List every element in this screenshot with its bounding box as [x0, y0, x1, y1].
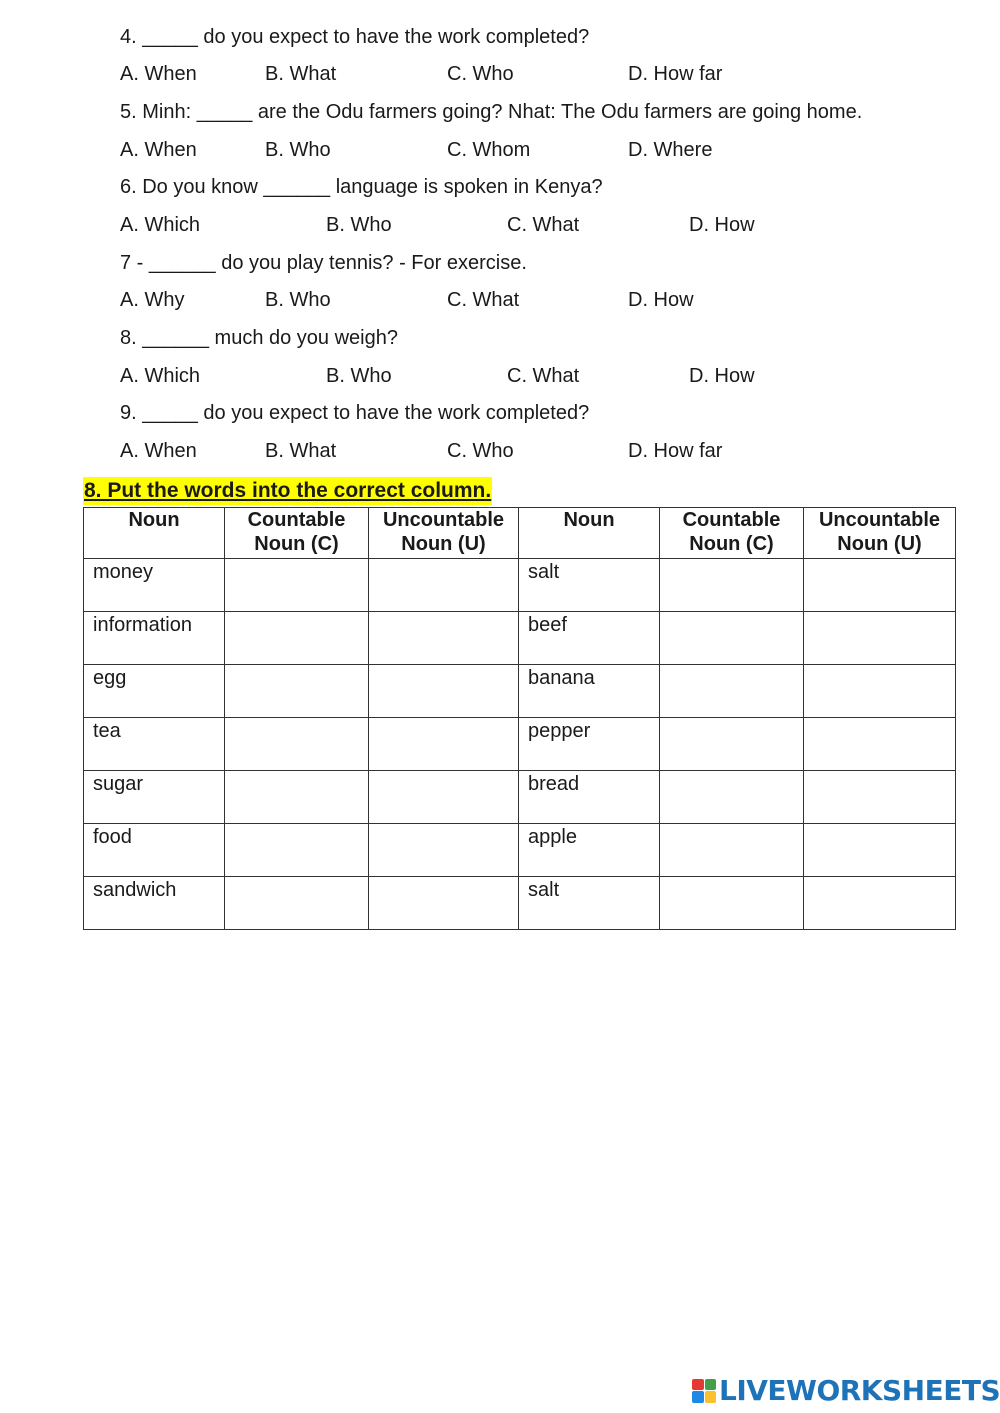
noun-cell: salt	[519, 559, 660, 612]
header-countable	[225, 508, 369, 559]
logo-square	[692, 1379, 704, 1391]
countable-answer-cell[interactable]	[660, 612, 804, 665]
noun-cell: food	[84, 824, 225, 877]
logo-mark-icon	[692, 1379, 716, 1403]
option-b: B. Who	[265, 289, 331, 311]
table-row	[84, 718, 956, 771]
question-stem: 5. Minh: _____ are the Odu farmers going? Nhat: The Odu farmers are going home.	[120, 101, 863, 123]
table-row	[84, 771, 956, 824]
table-row	[84, 665, 956, 718]
uncountable-answer-cell[interactable]	[804, 877, 956, 930]
uncountable-answer-cell[interactable]	[804, 559, 956, 612]
countable-answer-cell[interactable]	[660, 771, 804, 824]
option-c: C. What	[447, 289, 520, 311]
header-label: Noun	[128, 509, 180, 531]
logo-text: LIVEWORKSHEETS	[719, 1374, 1000, 1407]
option-d: D. Where	[628, 139, 713, 161]
uncountable-answer-cell[interactable]	[369, 612, 519, 665]
countable-answer-cell[interactable]	[660, 559, 804, 612]
table-row	[84, 877, 956, 930]
noun-cell: egg	[84, 665, 225, 718]
table-header-row	[84, 508, 956, 559]
option-d: D. How	[689, 365, 755, 387]
option-b: B. Who	[265, 139, 331, 161]
option-c: C. What	[507, 365, 580, 387]
countable-answer-cell[interactable]	[660, 824, 804, 877]
option-a: A. Which	[120, 365, 201, 387]
header-countable	[660, 508, 804, 559]
header-label: Uncountable	[818, 509, 941, 531]
noun-cell: sandwich	[84, 877, 225, 930]
option-b: B. Who	[326, 365, 392, 387]
countable-answer-cell[interactable]	[225, 824, 369, 877]
option-d: D. How far	[628, 63, 723, 85]
header-label: Uncountable	[382, 509, 505, 531]
question-stem: 8. ______ much do you weigh?	[120, 327, 398, 349]
countable-answer-cell[interactable]	[225, 665, 369, 718]
uncountable-answer-cell[interactable]	[369, 559, 519, 612]
header-label: Countable	[682, 509, 781, 531]
question-stem: 9. _____ do you expect to have the work completed?	[120, 402, 590, 424]
option-a: A. When	[120, 63, 197, 85]
question-stem: 7 - ______ do you play tennis? - For exercise.	[120, 252, 527, 274]
option-b: B. Who	[326, 214, 392, 236]
uncountable-answer-cell[interactable]	[804, 612, 956, 665]
question-stem: 6. Do you know ______ language is spoken in Kenya?	[120, 176, 603, 198]
noun-cell: money	[84, 559, 225, 612]
table-row	[84, 612, 956, 665]
noun-cell: pepper	[519, 718, 660, 771]
countable-answer-cell[interactable]	[225, 559, 369, 612]
option-d: D. How far	[628, 440, 723, 462]
uncountable-answer-cell[interactable]	[804, 665, 956, 718]
header-noun	[519, 508, 660, 559]
countable-answer-cell[interactable]	[225, 718, 369, 771]
header-noun	[84, 508, 225, 559]
uncountable-answer-cell[interactable]	[369, 718, 519, 771]
header-label: Noun	[563, 509, 615, 531]
section-heading: 8. Put the words into the correct column.	[83, 477, 492, 505]
option-b: B. What	[265, 440, 337, 462]
option-b: B. What	[265, 63, 337, 85]
countable-answer-cell[interactable]	[225, 771, 369, 824]
header-uncountable	[369, 508, 519, 559]
noun-cell: sugar	[84, 771, 225, 824]
uncountable-answer-cell[interactable]	[804, 771, 956, 824]
question-stem: 4. _____ do you expect to have the work completed?	[120, 26, 590, 48]
header-uncountable	[804, 508, 956, 559]
noun-cell: beef	[519, 612, 660, 665]
noun-cell: information	[84, 612, 225, 665]
option-c: C. Whom	[447, 139, 531, 161]
countable-answer-cell[interactable]	[660, 665, 804, 718]
option-c: C. Who	[447, 63, 514, 85]
noun-cell: apple	[519, 824, 660, 877]
logo-square	[705, 1391, 717, 1403]
countable-answer-cell[interactable]	[660, 877, 804, 930]
table-row	[84, 824, 956, 877]
uncountable-answer-cell[interactable]	[369, 771, 519, 824]
header-label: Noun (C)	[689, 533, 774, 555]
option-c: C. What	[507, 214, 580, 236]
option-a: A. When	[120, 139, 197, 161]
option-a: A. When	[120, 440, 197, 462]
noun-cell: salt	[519, 877, 660, 930]
uncountable-answer-cell[interactable]	[804, 824, 956, 877]
noun-cell: banana	[519, 665, 660, 718]
uncountable-answer-cell[interactable]	[369, 824, 519, 877]
header-label: Noun (U)	[837, 533, 922, 555]
option-a: A. Which	[120, 214, 201, 236]
noun-classification-table	[83, 507, 956, 930]
header-label: Countable	[247, 509, 346, 531]
logo-square	[692, 1391, 704, 1403]
option-d: D. How	[628, 289, 694, 311]
countable-answer-cell[interactable]	[660, 718, 804, 771]
table-row	[84, 559, 956, 612]
liveworksheets-logo[interactable]	[692, 1374, 1000, 1407]
option-c: C. Who	[447, 440, 514, 462]
option-d: D. How	[689, 214, 755, 236]
header-label: Noun (U)	[401, 533, 486, 555]
countable-answer-cell[interactable]	[225, 612, 369, 665]
logo-square	[705, 1379, 717, 1391]
option-a: A. Why	[120, 289, 185, 311]
noun-cell: bread	[519, 771, 660, 824]
countable-answer-cell[interactable]	[225, 877, 369, 930]
noun-cell: tea	[84, 718, 225, 771]
uncountable-answer-cell[interactable]	[369, 665, 519, 718]
uncountable-answer-cell[interactable]	[369, 877, 519, 930]
uncountable-answer-cell[interactable]	[804, 718, 956, 771]
header-label: Noun (C)	[254, 533, 339, 555]
